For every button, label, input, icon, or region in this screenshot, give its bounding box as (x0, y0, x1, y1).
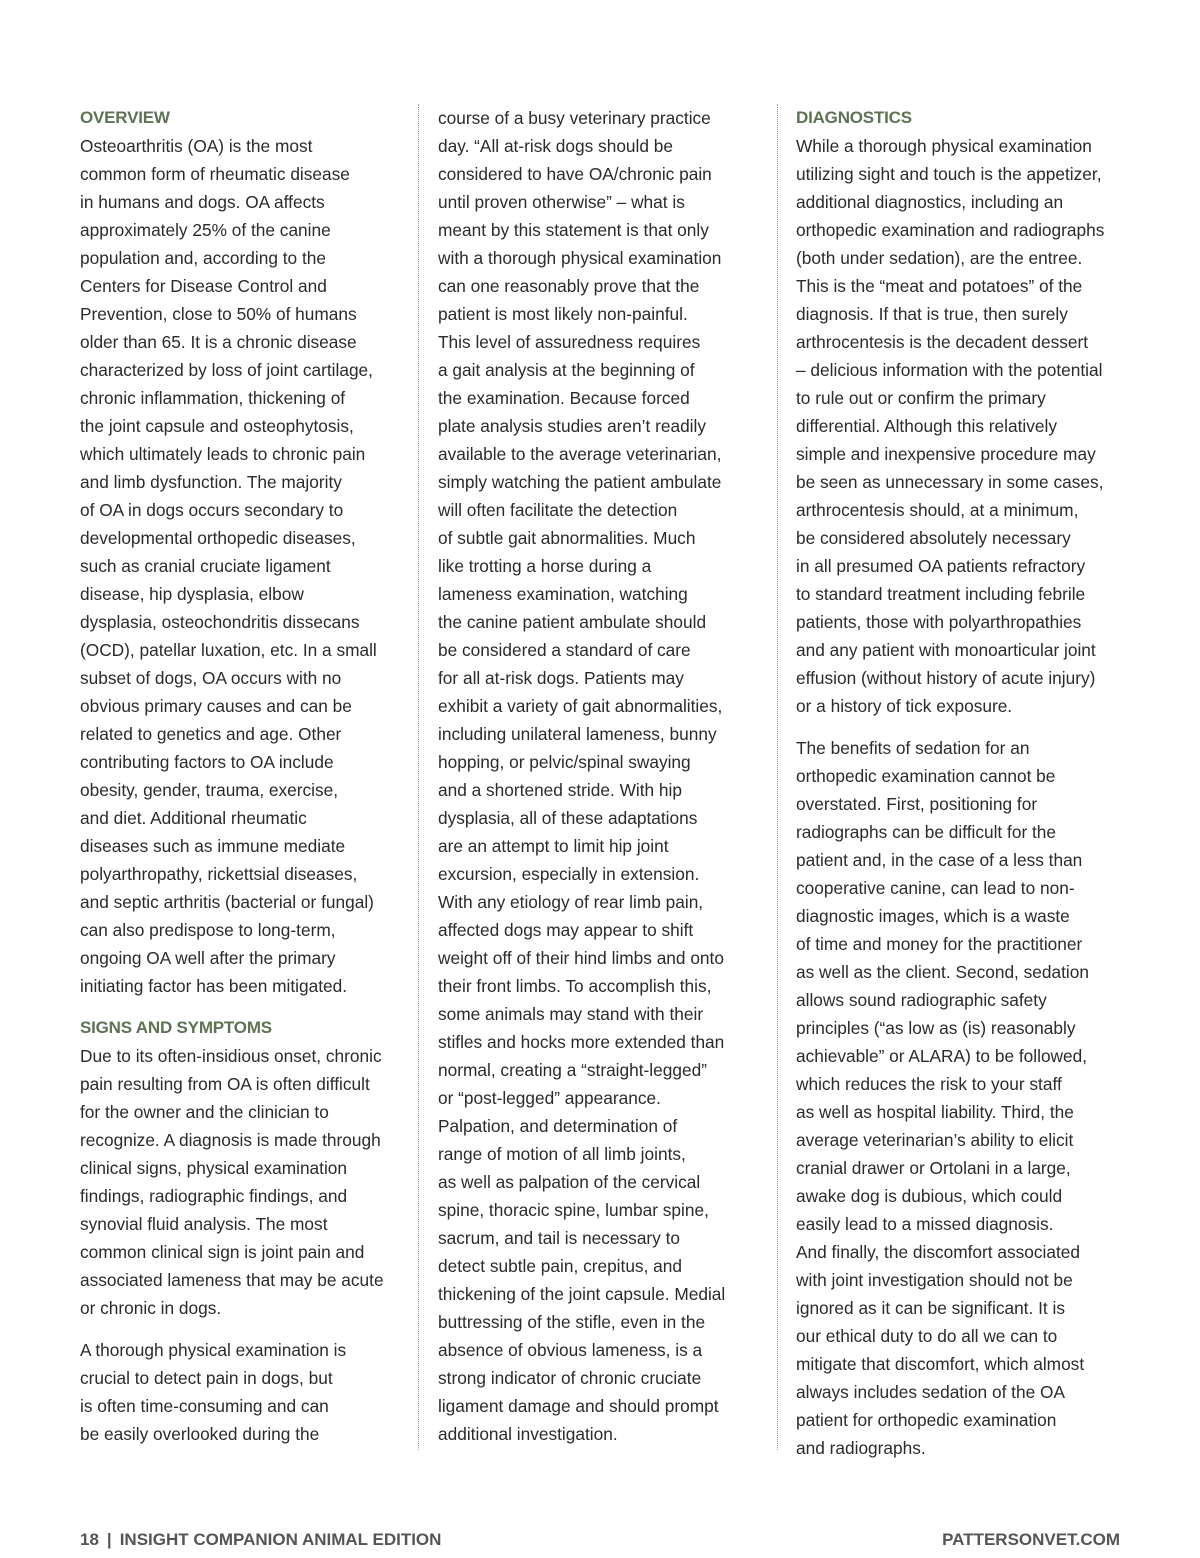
text-line: associated lameness that may be acute (80, 1270, 384, 1290)
paragraph (80, 132, 406, 1000)
text-line: easily lead to a missed diagnosis. (796, 1214, 1054, 1234)
text-line: some animals may stand with their (438, 1004, 704, 1024)
text-line: be considered a standard of care (438, 640, 691, 660)
text-line: related to genetics and age. Other (80, 724, 342, 744)
text-line: differential. Although this relatively (796, 416, 1057, 436)
text-line: additional investigation. (438, 1424, 618, 1444)
text-line: which ultimately leads to chronic pain (80, 444, 366, 464)
text-line: detect subtle pain, crepitus, and (438, 1256, 683, 1276)
text-line: be considered absolutely necessary (796, 528, 1071, 548)
text-line: diagnosis. If that is true, then surely (796, 304, 1068, 324)
paragraph (796, 132, 1122, 720)
text-line: until proven otherwise” – what is (438, 192, 685, 212)
website-link[interactable]: PATTERSONVET.COM (942, 1530, 1120, 1549)
text-line: day. “All at-risk dogs should be (438, 136, 674, 156)
text-line: clinical signs, physical examination (80, 1158, 348, 1178)
text-line: course of a busy veterinary practice (438, 108, 711, 128)
text-line: ligament damage and should prompt (438, 1396, 719, 1416)
text-line: obvious primary causes and can be (80, 696, 352, 716)
text-line: contributing factors to OA include (80, 752, 334, 772)
text-line: or a history of tick exposure. (796, 696, 1013, 716)
text-line: approximately 25% of the canine (80, 220, 331, 240)
text-line: like trotting a horse during a (438, 556, 652, 576)
text-line: are an attempt to limit hip joint (438, 836, 669, 856)
text-line: This level of assuredness requires (438, 332, 701, 352)
text-line: the joint capsule and osteophytosis, (80, 416, 354, 436)
text-line: absence of obvious lameness, is a (438, 1340, 703, 1360)
paragraph (438, 104, 764, 1448)
text-line: principles (“as low as (is) reasonably (796, 1018, 1076, 1038)
paragraph (80, 1336, 406, 1448)
text-line: pain resulting from OA is often difficult (80, 1074, 370, 1094)
text-line: With any etiology of rear limb pain, (438, 892, 704, 912)
text-line: as well as hospital liability. Third, the (796, 1102, 1074, 1122)
text-line: and septic arthritis (bacterial or fungal) (80, 892, 374, 912)
text-line: for all at-risk dogs. Patients may (438, 668, 684, 688)
text-line: to rule out or confirm the primary (796, 388, 1046, 408)
text-line: additional diagnostics, including an (796, 192, 1064, 212)
text-line: which reduces the risk to your staff (796, 1074, 1062, 1094)
text-line: common clinical sign is joint pain and (80, 1242, 365, 1262)
text-line: simple and inexpensive procedure may (796, 444, 1096, 464)
text-line: range of motion of all limb joints, (438, 1144, 686, 1164)
text-line: Centers for Disease Control and (80, 276, 327, 296)
text-line: to standard treatment including febrile (796, 584, 1086, 604)
paragraph-gap (796, 720, 1122, 734)
text-line: Osteoarthritis (OA) is the most (80, 136, 313, 156)
text-line: The benefits of sedation for an (796, 738, 1030, 758)
text-line: ignored as it can be significant. It is (796, 1298, 1065, 1318)
paragraph-gap (80, 1000, 406, 1014)
text-line: effusion (without history of acute injury) (796, 668, 1096, 688)
text-line: patient for orthopedic examination (796, 1410, 1057, 1430)
text-line: recognize. A diagnosis is made through (80, 1130, 381, 1150)
text-line: orthopedic examination cannot be (796, 766, 1056, 786)
text-line: and diet. Additional rheumatic (80, 808, 307, 828)
text-line: their front limbs. To accomplish this, (438, 976, 712, 996)
text-line: diagnostic images, which is a waste (796, 906, 1070, 926)
text-line: or “post-legged” appearance. (438, 1088, 661, 1108)
text-line: of subtle gait abnormalities. Much (438, 528, 696, 548)
text-line: sacrum, and tail is necessary to (438, 1228, 681, 1248)
section-heading: OVERVIEW (80, 108, 170, 127)
column-3 (796, 104, 1122, 1462)
text-line: arthrocentesis is the decadent dessert (796, 332, 1089, 352)
column-divider-1 (418, 104, 419, 1450)
text-line: radiographs can be difficult for the (796, 822, 1057, 842)
text-line: can one reasonably prove that the (438, 276, 700, 296)
text-line: ongoing OA well after the primary (80, 948, 336, 968)
text-line: (both under sedation), are the entree. (796, 248, 1083, 268)
text-line: patient and, in the case of a less than (796, 850, 1083, 870)
text-line: arthrocentesis should, at a minimum, (796, 500, 1079, 520)
text-line: always includes sedation of the OA (796, 1382, 1065, 1402)
text-line: and a shortened stride. With hip (438, 780, 682, 800)
text-line: characterized by loss of joint cartilage, (80, 360, 373, 380)
text-line: and radiographs. (796, 1438, 926, 1458)
text-line: with joint investigation should not be (796, 1270, 1073, 1290)
text-line: common form of rheumatic disease (80, 164, 350, 184)
text-line: initiating factor has been mitigated. (80, 976, 348, 996)
text-line: Due to its often-insidious onset, chronic (80, 1046, 382, 1066)
text-line: plate analysis studies aren’t readily (438, 416, 707, 436)
text-line: synovial fluid analysis. The most (80, 1214, 328, 1234)
column-2 (438, 104, 764, 1448)
text-line: developmental orthopedic diseases, (80, 528, 356, 548)
text-line: affected dogs may appear to shift (438, 920, 694, 940)
paragraph (80, 1042, 406, 1322)
text-line: Palpation, and determination of (438, 1116, 678, 1136)
text-line: of time and money for the practitioner (796, 934, 1083, 954)
text-line: diseases such as immune mediate (80, 836, 346, 856)
text-line: A thorough physical examination is (80, 1340, 347, 1360)
text-line: including unilateral lameness, bunny (438, 724, 717, 744)
text-line: normal, creating a “straight-legged” (438, 1060, 707, 1080)
text-line: population and, according to the (80, 248, 326, 268)
text-line: as well as the client. Second, sedation (796, 962, 1089, 982)
text-line: buttressing of the stifle, even in the (438, 1312, 706, 1332)
text-line: of OA in dogs occurs secondary to (80, 500, 344, 520)
page-footer (80, 1530, 1120, 1556)
text-line: or chronic in dogs. (80, 1298, 222, 1318)
text-line: excursion, especially in extension. (438, 864, 700, 884)
text-line: patients, those with polyarthropathies (796, 612, 1082, 632)
text-line: disease, hip dysplasia, elbow (80, 584, 304, 604)
text-line: strong indicator of chronic cruciate (438, 1368, 702, 1388)
text-line: meant by this statement is that only (438, 220, 709, 240)
text-line: cranial drawer or Ortolani in a large, (796, 1158, 1071, 1178)
paragraph (796, 734, 1122, 1462)
text-line: can also predispose to long-term, (80, 920, 336, 940)
text-line: patient is most likely non-painful. (438, 304, 688, 324)
text-line: mitigate that discomfort, which almost (796, 1354, 1085, 1374)
footer-left (80, 1530, 441, 1550)
text-line: overstated. First, positioning for (796, 794, 1038, 814)
text-line: available to the average veterinarian, (438, 444, 722, 464)
text-line: obesity, gender, trauma, exercise, (80, 780, 339, 800)
text-line: spine, thoracic spine, lumbar spine, (438, 1200, 709, 1220)
text-line: stifles and hocks more extended than (438, 1032, 725, 1052)
text-line: subset of dogs, OA occurs with no (80, 668, 342, 688)
section-heading: DIAGNOSTICS (796, 108, 912, 127)
text-line: thickening of the joint capsule. Medial (438, 1284, 726, 1304)
text-line: older than 65. It is a chronic disease (80, 332, 357, 352)
text-line: While a thorough physical examination (796, 136, 1092, 156)
text-line: awake dog is dubious, which could (796, 1186, 1063, 1206)
text-line: And finally, the discomfort associated (796, 1242, 1081, 1262)
page-number: 18 (80, 1530, 99, 1549)
text-line: achievable” or ALARA) to be followed, (796, 1046, 1088, 1066)
footer-separator: | (106, 1530, 112, 1549)
text-line: orthopedic examination and radiographs (796, 220, 1105, 240)
publication-title: INSIGHT COMPANION ANIMAL EDITION (119, 1530, 442, 1549)
text-line: as well as palpation of the cervical (438, 1172, 701, 1192)
text-line: cooperative canine, can lead to non- (796, 878, 1075, 898)
text-line: and any patient with monoarticular joint (796, 640, 1096, 660)
text-line: average veterinarian’s ability to elicit (796, 1130, 1074, 1150)
text-line: be seen as unnecessary in some cases, (796, 472, 1104, 492)
text-line: simply watching the patient ambulate (438, 472, 722, 492)
text-line: This is the “meat and potatoes” of the (796, 276, 1083, 296)
text-line: utilizing sight and touch is the appetizer, (796, 164, 1102, 184)
text-line: such as cranial cruciate ligament (80, 556, 331, 576)
text-line: is often time-consuming and can (80, 1396, 329, 1416)
text-line: a gait analysis at the beginning of (438, 360, 695, 380)
text-line: will often facilitate the detection (438, 500, 678, 520)
text-line: considered to have OA/chronic pain (438, 164, 712, 184)
paragraph-gap (80, 1322, 406, 1336)
text-line: our ethical duty to do all we can to (796, 1326, 1058, 1346)
text-line: and limb dysfunction. The majority (80, 472, 342, 492)
text-line: dysplasia, all of these adaptations (438, 808, 698, 828)
text-line: lameness examination, watching (438, 584, 688, 604)
text-line: chronic inflammation, thickening of (80, 388, 346, 408)
text-line: allows sound radiographic safety (796, 990, 1047, 1010)
text-line: be easily overlooked during the (80, 1424, 320, 1444)
column-1 (80, 104, 406, 1448)
text-line: for the owner and the clinician to (80, 1102, 329, 1122)
text-line: (OCD), patellar luxation, etc. In a small (80, 640, 377, 660)
text-line: dysplasia, osteochondritis dissecans (80, 612, 360, 632)
text-line: in all presumed OA patients refractory (796, 556, 1086, 576)
text-line: – delicious information with the potential (796, 360, 1103, 380)
text-line: polyarthropathy, rickettsial diseases, (80, 864, 358, 884)
section-heading: SIGNS AND SYMPTOMS (80, 1018, 272, 1037)
text-line: weight off of their hind limbs and onto (438, 948, 724, 968)
text-line: hopping, or pelvic/spinal swaying (438, 752, 691, 772)
column-divider-2 (777, 104, 778, 1450)
text-line: the examination. Because forced (438, 388, 690, 408)
text-line: exhibit a variety of gait abnormalities, (438, 696, 723, 716)
text-line: in humans and dogs. OA affects (80, 192, 325, 212)
text-line: Prevention, close to 50% of humans (80, 304, 357, 324)
text-line: findings, radiographic findings, and (80, 1186, 348, 1206)
text-line: the canine patient ambulate should (438, 612, 707, 632)
text-line: crucial to detect pain in dogs, but (80, 1368, 333, 1388)
text-line: with a thorough physical examination (438, 248, 722, 268)
